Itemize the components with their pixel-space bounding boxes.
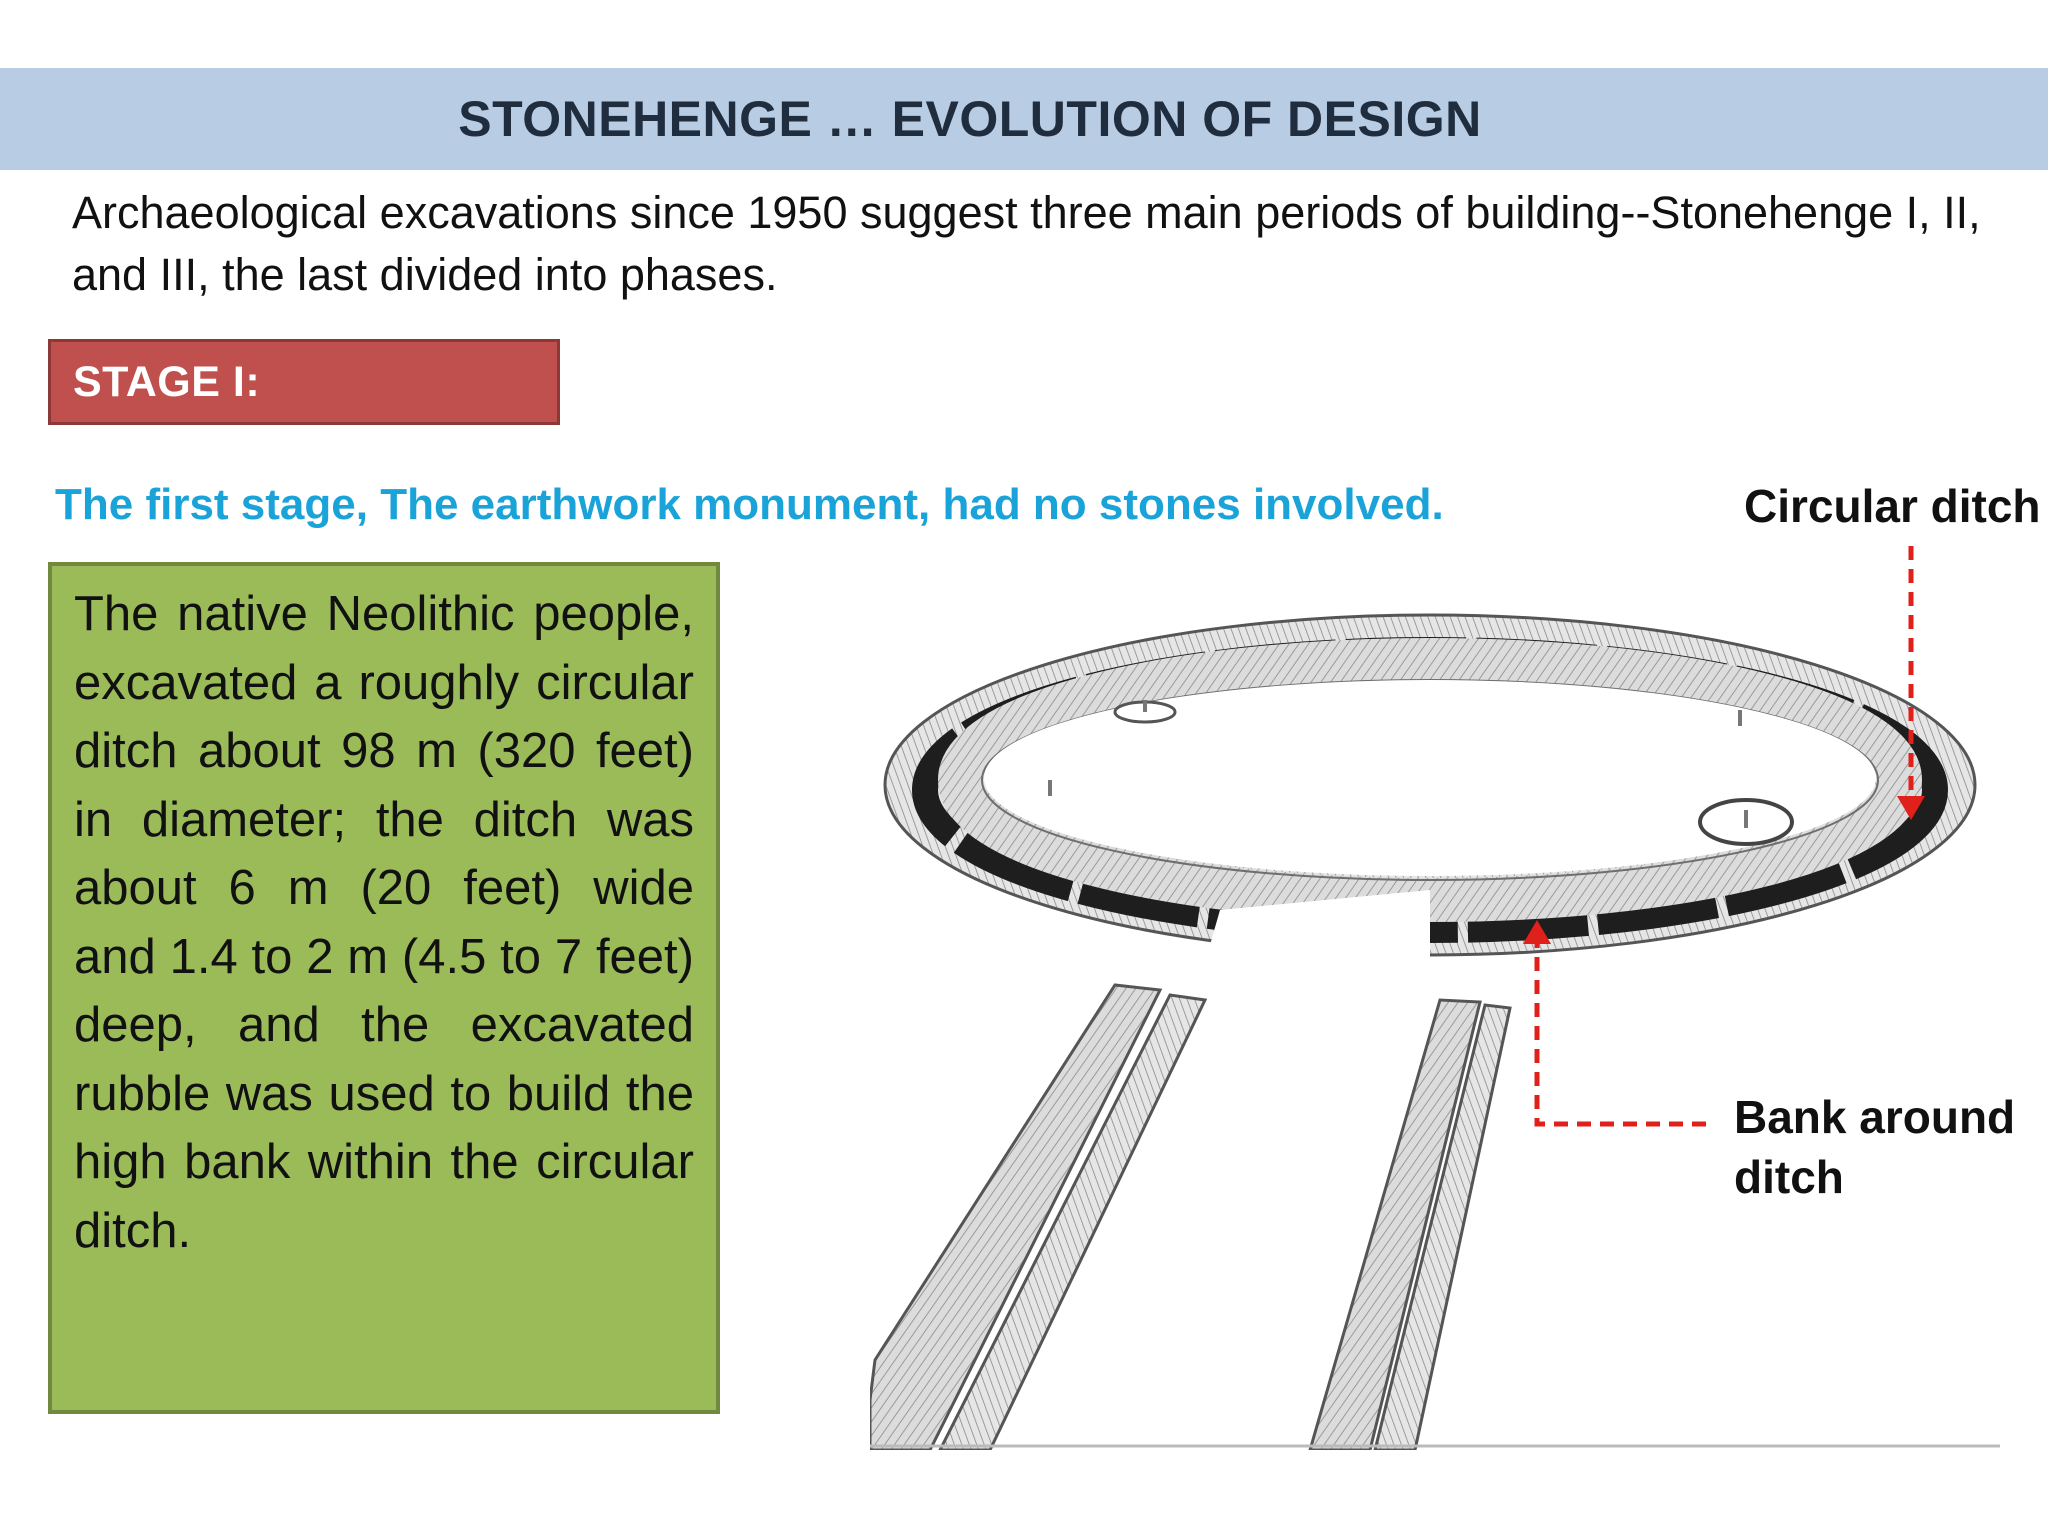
info-box <box>48 562 720 1414</box>
earthwork-illustration <box>870 600 2010 1450</box>
info-text: The native Neolithic people, excavated a roughly circular ditch about 98 m (320 feet) in diameter; the ditch was about 6 m (20 feet) wide and 1.4 to 2 m (4.5 to 7 feet) deep, and the excavated rubble was used to build the high bank within the circular ditch. <box>74 587 694 1258</box>
stage-badge: STAGE I: EARTHWORK <box>48 339 560 425</box>
label-bank-around-ditch: Bank around ditch <box>1734 1091 2016 1203</box>
intro-text: Archaeological excavations since 1950 suggest three main periods of building--Stonehenge I, II, and III, the last divided into phases. <box>72 187 1981 300</box>
slide-title: STONEHENGE … EVOLUTION OF DESIGN <box>458 91 1482 147</box>
title-bar <box>0 68 2048 170</box>
label-circular-ditch: Circular ditch <box>1744 480 2041 532</box>
subheading: The first stage, The earthwork monument, had no stones involved. <box>55 480 1444 529</box>
